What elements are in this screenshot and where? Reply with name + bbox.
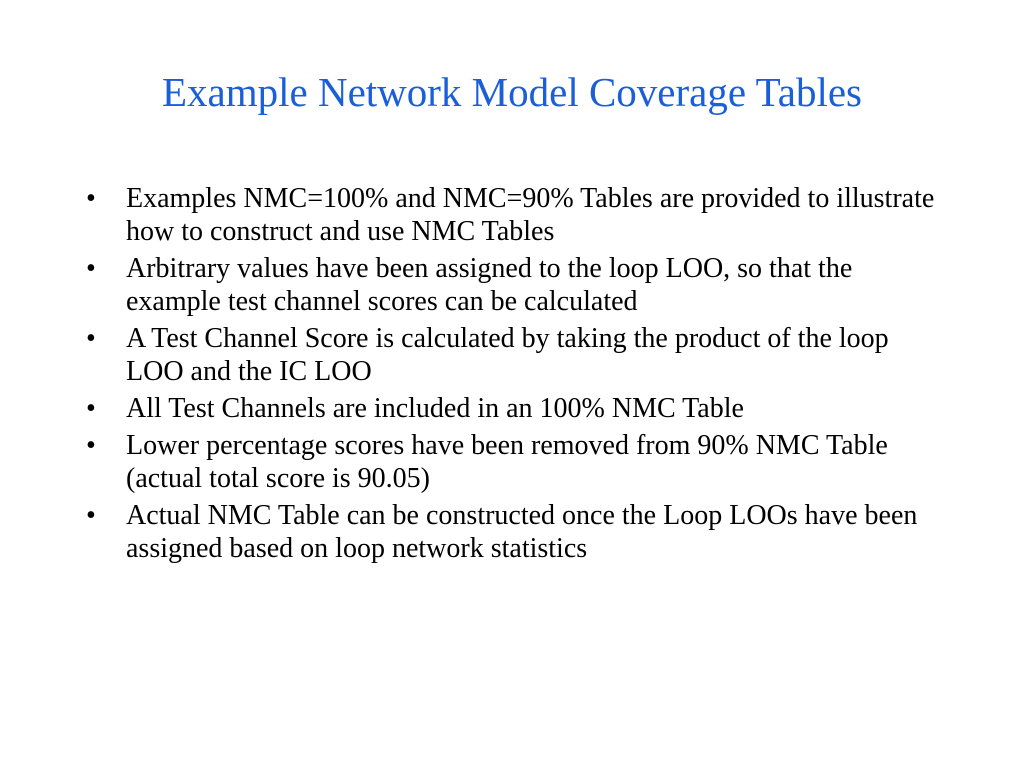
bullet-icon: • <box>86 253 96 284</box>
bullet-item <box>86 182 946 248</box>
bullet-icon: • <box>86 323 96 354</box>
bullet-text: A Test Channel Score is calculated by taking the product of the loop LOO and the IC LOO <box>126 323 889 387</box>
bullet-item <box>86 392 946 425</box>
bullet-text: Examples NMC=100% and NMC=90% Tables are provided to illustrate how to construct and use NMC Tables <box>126 183 935 247</box>
bullet-list <box>86 182 946 569</box>
bullet-item <box>86 252 946 318</box>
bullet-item <box>86 322 946 388</box>
bullet-icon: • <box>86 500 96 531</box>
bullet-text: Arbitrary values have been assigned to the loop LOO, so that the example test channel scores can be calculated <box>126 253 853 317</box>
bullet-text: All Test Channels are included in an 100% NMC Table <box>126 393 744 424</box>
bullet-item <box>86 429 946 495</box>
bullet-icon: • <box>86 430 96 461</box>
bullet-item <box>86 499 946 565</box>
bullet-text: Actual NMC Table can be constructed once the Loop LOOs have been assigned based on loop network statistics <box>126 500 918 564</box>
slide-title: Example Network Model Coverage Tables <box>161 69 862 115</box>
bullet-icon: • <box>86 393 96 424</box>
bullet-icon: • <box>86 183 96 214</box>
bullet-text: Lower percentage scores have been removed from 90% NMC Table (actual total score is 90.05) <box>126 430 888 494</box>
